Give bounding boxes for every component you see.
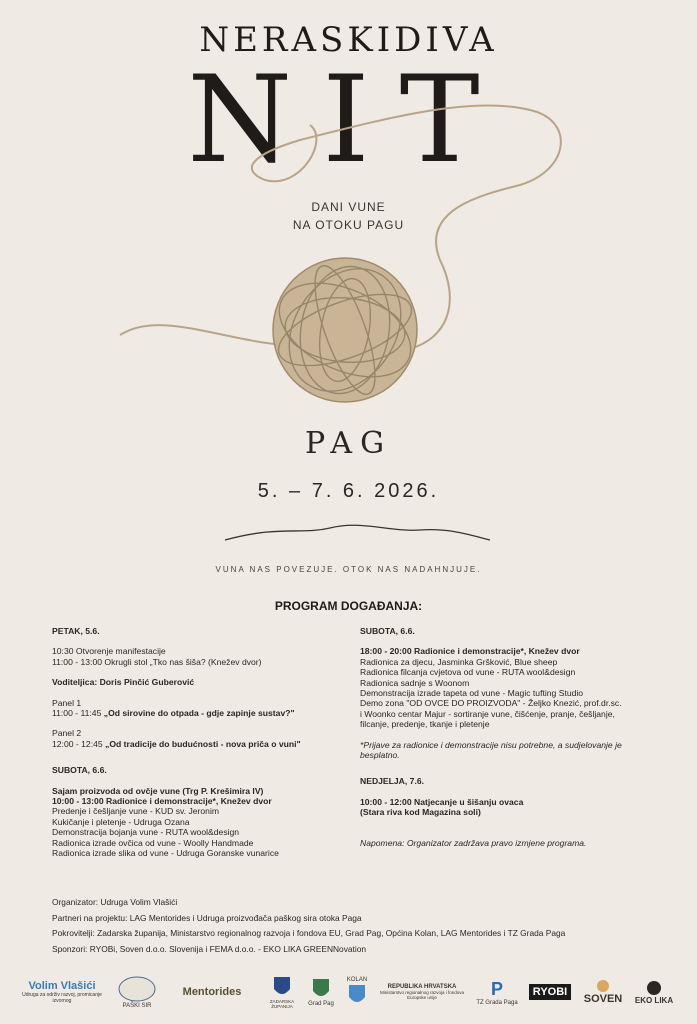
sponsors-line: Sponzori: RYOBi, Soven d.o.o. Slovenija i FEMA d.o.o. - EKO LIKA GREENNovation: [52, 943, 367, 954]
program-item: Kukičanje i pletenje - Udruga Ozana: [52, 816, 190, 827]
mentorides-logo: Mentorides: [182, 986, 242, 998]
program-notice: Napomena: Organizator zadržava pravo izmjene programa.: [360, 837, 587, 848]
ryobi-logo: RYOBI: [526, 970, 574, 1014]
volim-vlasici-logo: Volim Vlašići Udruga za održiv razvoj, promicanje izvornog: [22, 980, 102, 1004]
paski-sir-logo: PAŠKI SIR: [116, 970, 158, 1014]
program-item: Radionica izrade ovčica od vune - Woolly Handmade: [52, 837, 254, 848]
program-item: 18:00 - 20:00 Radionice i demonstracije*, Knežev dvor: [360, 646, 580, 657]
cheese-icon: [117, 975, 157, 1003]
program-item: Demonstracija bojanja vune - RUTA wool&design: [52, 827, 240, 838]
event-place: PAG: [304, 426, 393, 461]
footer-credits: [52, 895, 672, 957]
program-item: Predenje i češljanje vune - KUD sv. Jeronim: [52, 806, 220, 817]
grad-pag-logo: Grad Pag: [306, 970, 336, 1014]
yarn-ball: [265, 247, 426, 412]
sheep-icon: [595, 979, 611, 993]
event-title-top: NERASKIDIVA: [199, 20, 498, 60]
patrons-line: Pokrovitelji: Zadarska županija, Ministarstvo regionalnog razvoja i fondova EU, Grad Pag, Općina Kolan, LAG Mentorides i TZ Grada Paga: [52, 928, 566, 938]
soven-logo: SOVEN: [580, 970, 626, 1014]
program-item: 10:00 - 13:00 Radionice i demonstracije*, Knežev dvor: [52, 796, 272, 807]
organizer-line: Organizator: Udruga Volim Vlašići: [52, 897, 178, 907]
program-item: 10:30 Otvorenje manifestacije: [52, 646, 166, 657]
panel-item: [52, 708, 352, 718]
program-item: filcanje, predenje, tkanje i pletenje: [360, 719, 490, 730]
sheep-icon: [644, 980, 664, 996]
panel-label: Panel 2: [52, 728, 82, 739]
program-item: Radionica sadnje s Woonom: [360, 677, 470, 688]
coat-of-arms-icon: [311, 977, 331, 1001]
subtitle-line-2: NA OTOKU PAGU: [292, 218, 405, 232]
opcina-kolan-logo: KOLAN: [342, 970, 372, 1014]
day-heading: SUBOTA, 6.6.: [52, 765, 107, 776]
program-item: (Stara riva kod Magazina soli): [360, 807, 481, 818]
panel-title: „Od sirovine do otpada - gdje zapinje sustav?": [103, 708, 295, 719]
zadarska-zupanija-logo: ZADARSKA ŽUPANIJA: [264, 970, 300, 1014]
event-tagline: VUNA NAS POVEZUJE. OTOK NAS NADAHNJUJE.: [215, 565, 482, 574]
program-item: Demonstracija izrade tapeta od vune - Magic tufting Studio: [360, 688, 584, 699]
program-item: 10:00 - 12:00 Natjecanje u šišanju ovaca: [360, 796, 524, 807]
program-item: Radionica izrade slika od vune - Udruga Goranske vunarice: [52, 848, 279, 859]
program-right-column: [360, 626, 660, 848]
sponsor-logo-strip: [16, 970, 682, 1016]
coat-of-arms-icon: [272, 975, 292, 999]
panel-time: 12:00 - 12:45: [52, 738, 106, 749]
program-item: Demo zona "OD OVCE DO PROIZVODA" - Željko Knezić, prof.dr.sc.: [360, 698, 622, 709]
panel-time: 11:00 - 11:45: [52, 708, 104, 719]
eko-lika-logo: EKO LIKA: [632, 970, 676, 1014]
island-outline: [225, 525, 490, 540]
coat-of-arms-icon: [347, 983, 367, 1007]
partners-line: Partneri na projektu: LAG Mentorides i Udruga proizvođača paškog sira otoka Paga: [52, 912, 362, 923]
program-title: PROGRAM DOGAĐANJA:: [274, 599, 423, 613]
panel-title: „Od tradicije do budućnosti - nova priča o vuni": [105, 738, 301, 749]
event-dates: 5. – 7. 6. 2026.: [257, 480, 440, 502]
day-heading: PETAK, 5.6.: [52, 626, 100, 636]
ministry-logo: REPUBLIKA HRVATSKA Ministarstvo regionalnog razvoja i fondova Europske unije: [379, 984, 465, 1000]
registration-note: *Prijave za radionice i demonstracije nisu potrebne, a sudjelovanje je: [360, 739, 622, 750]
panel-label: Panel 1: [52, 697, 82, 708]
tz-pag-logo: P TZ Grada Paga: [476, 978, 518, 1006]
day-heading: SUBOTA, 6.6.: [360, 626, 415, 636]
subtitle-line-1: DANI VUNE: [311, 200, 386, 214]
registration-note: besplatno.: [360, 750, 400, 761]
moderator: Voditeljica: Doris Pinčić Guberović: [52, 677, 195, 688]
program-item: 11:00 - 13:00 Okrugli stol „Tko nas šiša? (Knežev dvor): [52, 656, 262, 667]
program-left-column: [52, 626, 352, 859]
program-item: Radionica za djecu, Jasminka Gršković, Blue sheep: [360, 656, 558, 667]
program-item: Radionica filcanja cvjetova od vune - RUTA wool&design: [360, 667, 576, 678]
event-title-big: NIT: [187, 51, 510, 190]
program-item: Sajam proizvoda od ovčje vune (Trg P. Krešimira IV): [52, 785, 264, 796]
program-item: i Woonko centar Majur - sortiranje vune, čišćenje, pranje, češljanje,: [360, 708, 615, 719]
panel-item: [52, 739, 352, 749]
day-heading: NEDJELJA, 7.6.: [360, 776, 424, 787]
